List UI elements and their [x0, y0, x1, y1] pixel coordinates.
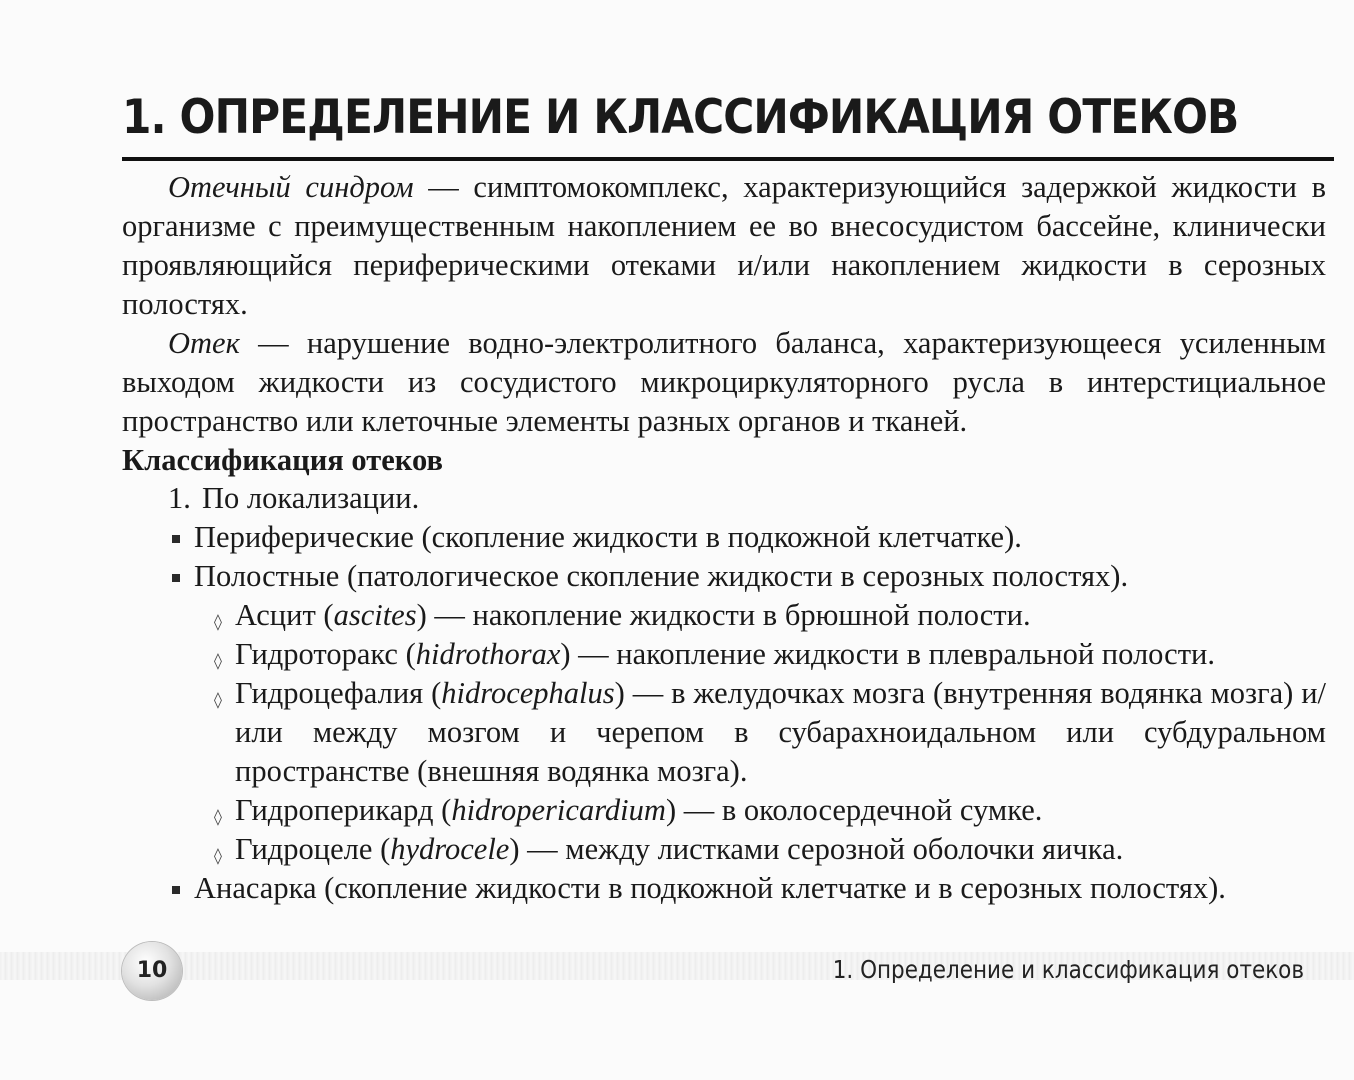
page-number-badge [122, 942, 182, 1000]
sub-item: ◊ Гидроцеле (hydrocele) — между листками серозной оболочки яичка. [122, 830, 1326, 869]
heading-rule [122, 157, 1334, 161]
diamond-bullet-icon: ◊ [214, 651, 222, 670]
bullet-item [122, 557, 1326, 596]
sub-item-name: Гидроцеле [235, 832, 373, 866]
item-number: 1. [168, 481, 191, 515]
chapter-heading: 1. ОПРЕДЕЛЕНИЕ И КЛАССИФИКАЦИЯ ОТЕКОВ [122, 90, 1239, 145]
bullet-text: Анасарка (скопление жидкости в подкожной клетчатке и в серозных полостях). [194, 871, 1226, 905]
classification-title: Классификация отеков [122, 443, 443, 477]
bullet-text: Полостные (патологическое скопление жидкости в серозных полостях). [194, 559, 1129, 593]
sub-item-latin: hidropericardium [451, 793, 666, 827]
definition-paragraph [122, 324, 1326, 441]
square-bullet-icon [172, 574, 180, 582]
bullet-item [122, 869, 1326, 908]
sub-item-text: — в околосердечной сумке. [676, 793, 1043, 827]
body-text [122, 168, 1326, 908]
sub-item: ◊ Асцит (ascites) — накопление жидкости в брюшной полости. [122, 596, 1326, 635]
definition-paragraph [122, 168, 1326, 324]
diamond-bullet-icon: ◊ [214, 807, 222, 826]
sub-item-latin: ascites [333, 598, 417, 632]
sub-item-name: Гидроперикард [235, 793, 434, 827]
sub-item-latin: hidrothorax [415, 637, 561, 671]
sub-item-name: Гидроцефалия [235, 676, 424, 710]
sub-item-latin: hydrocele [390, 832, 510, 866]
diamond-bullet-icon: ◊ [214, 612, 222, 631]
diamond-bullet-icon: ◊ [214, 690, 222, 709]
page-number: 10 [136, 958, 168, 983]
diamond-bullet-icon: ◊ [214, 846, 222, 865]
running-head: 1. Определение и классификация отеков [832, 955, 1304, 984]
definition-term: Отечный синдром [168, 170, 414, 204]
sub-item-name: Гидроторакс [235, 637, 398, 671]
sub-item-text: — накопление жидкости в брюшной полости. [426, 598, 1031, 632]
definition-term: Отек [168, 326, 240, 360]
square-bullet-icon [172, 886, 180, 894]
sub-item: ◊ Гидроцефалия (hidrocephalus) — в желудочках мозга (внутренняя водянка мозга) и/или между мозгом и черепом в субарахноидальном или субдуральном пространстве (внешняя водянка мозга). [214, 676, 1326, 788]
square-bullet-icon [172, 535, 180, 543]
sub-item-text: — накопление жидкости в плевральной полости. [570, 637, 1215, 671]
sub-item: ◊ Гидроперикард (hidropericardium) — в околосердечной сумке. [122, 791, 1326, 830]
sub-item-latin: hidrocephalus [441, 676, 615, 710]
sub-item: ◊ Гидроторакс (hidrothorax) — накопление жидкости в плевральной полости. [122, 635, 1326, 674]
definition-text: — симптомокомплекс, характеризующийся задержкой жидкости в организме с преимущественным накоплением ее во внесосудистом бассейне, клинически проявляющийся периферическими отеками и/или накоплением жидкости в серозных полостях. [122, 170, 1326, 321]
sub-item-text: — в желудочках мозга (внутренняя водянка мозга) и/или между мозгом и черепом в субарахноидальном или субдуральном пространстве (внешняя водянка мозга). [235, 676, 1326, 788]
numbered-item [122, 479, 1326, 518]
definition-text: — нарушение водно-электролитного баланса, характеризующееся усиленным выходом жидкости из сосудистого микроциркуляторного русла в интерстициальное пространство или клеточные элементы разных органов и тканей. [122, 326, 1326, 438]
bullet-item [122, 518, 1326, 557]
sub-item-name: Асцит [235, 598, 316, 632]
item-text: По локализации. [202, 481, 420, 515]
bullet-text: Периферические (скопление жидкости в подкожной клетчатке). [194, 520, 1022, 554]
sub-item-text: — между листками серозной оболочки яичка. [519, 832, 1124, 866]
